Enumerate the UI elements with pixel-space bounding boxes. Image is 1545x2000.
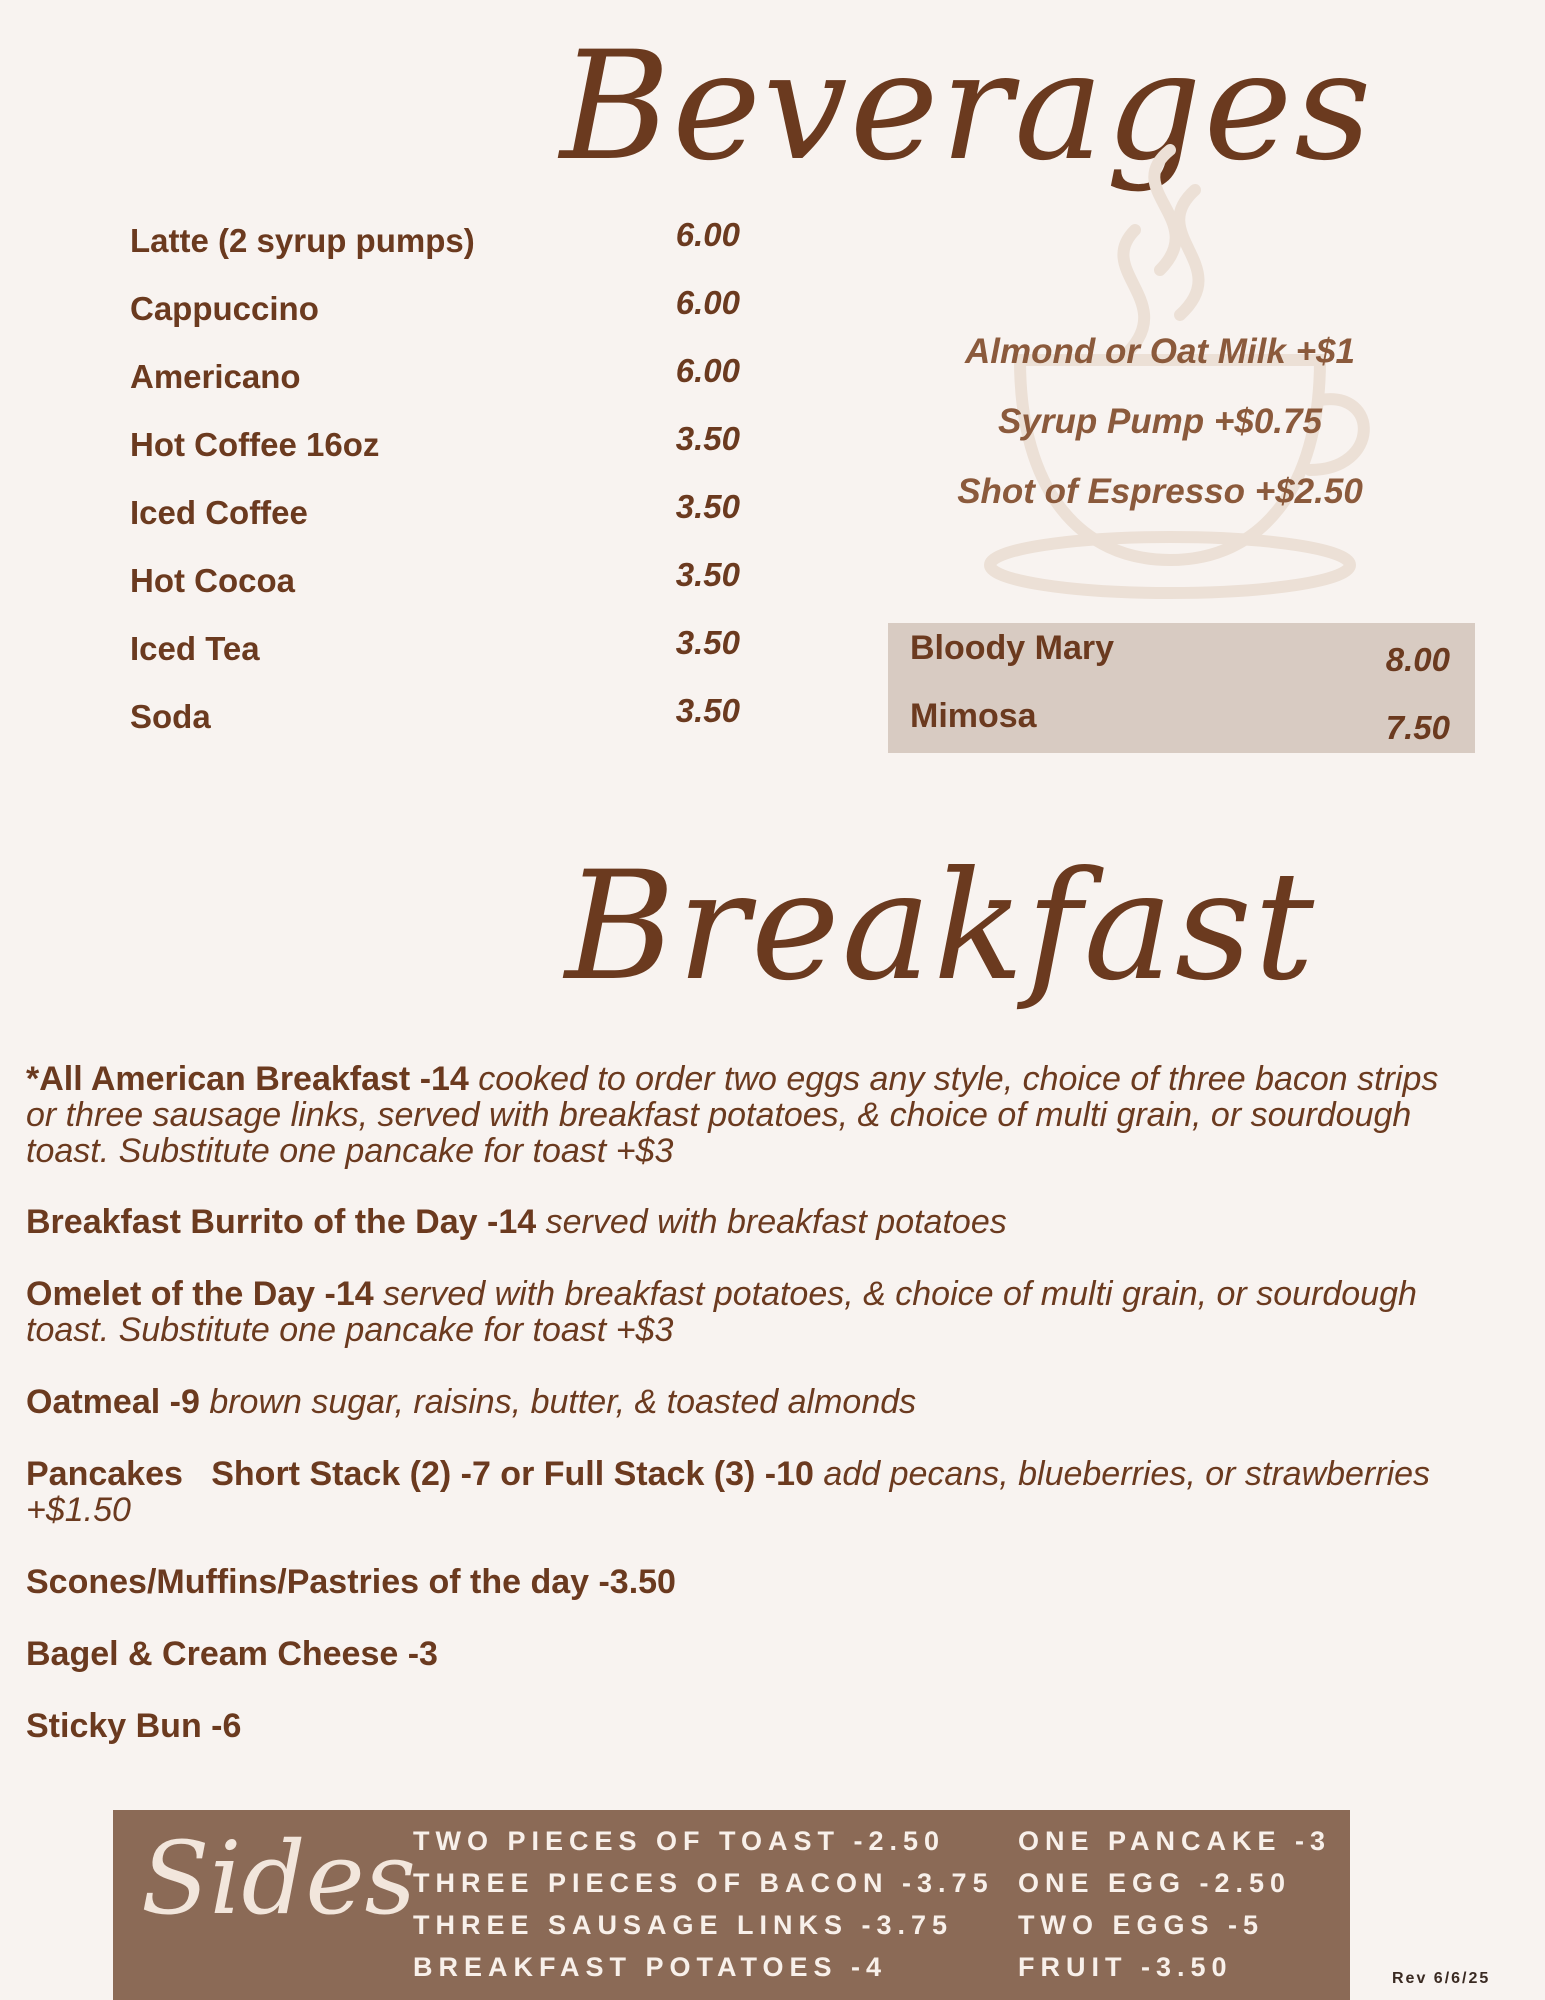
beverage-price: 6.00	[675, 352, 740, 389]
breakfast-item	[26, 1456, 1466, 1528]
breakfast-item-name: Breakfast Burrito of the Day -14	[26, 1203, 537, 1241]
beverages-title: Beverages	[560, 20, 1374, 194]
side-item: THREE SAUSAGE LINKS -3.75	[413, 1910, 954, 1940]
breakfast-item-name: Bagel & Cream Cheese -3	[26, 1635, 438, 1673]
beverage-row	[130, 352, 750, 408]
beverage-row	[130, 216, 750, 272]
cocktail-row	[910, 629, 1450, 679]
beverage-row	[130, 692, 750, 748]
breakfast-item	[26, 1061, 1466, 1169]
coffee-cup-icon	[960, 140, 1380, 610]
side-item: FRUIT -3.50	[1018, 1952, 1233, 1982]
beverage-row	[130, 556, 750, 612]
cocktail-price: 8.00	[1385, 641, 1450, 678]
side-item: BREAKFAST POTATOES -4	[413, 1952, 888, 1982]
beverage-name: Soda	[130, 698, 211, 735]
side-item: ONE EGG -2.50	[1018, 1868, 1292, 1898]
side-item: TWO PIECES OF TOAST -2.50	[413, 1826, 946, 1856]
beverage-row	[130, 284, 750, 340]
breakfast-title: Breakfast	[565, 840, 1317, 1014]
beverage-price: 3.50	[675, 624, 740, 661]
beverage-price: 6.00	[675, 216, 740, 253]
breakfast-item	[26, 1564, 1466, 1600]
beverage-name: Iced Coffee	[130, 494, 308, 531]
breakfast-item	[26, 1636, 1466, 1672]
breakfast-item-name: Oatmeal -9	[26, 1383, 200, 1421]
breakfast-item	[26, 1276, 1466, 1348]
breakfast-item-desc: cooked to order two eggs any style, choice of three bacon strips or three sausage links, served with breakfast potatoes, & choice of multi grain, or sourdough toast. Substitute one pancake for toast +$3	[26, 1060, 1439, 1170]
beverage-row	[130, 624, 750, 680]
cocktail-price: 7.50	[1385, 709, 1450, 746]
beverage-name: Latte (2 syrup pumps)	[130, 222, 475, 259]
cocktail-name: Mimosa	[910, 697, 1037, 735]
breakfast-item	[26, 1708, 1466, 1744]
breakfast-item-desc: add pecans, blueberries, or strawberries +$1.50	[26, 1455, 1440, 1529]
breakfast-item-name: Scones/Muffins/Pastries of the day -3.50	[26, 1563, 676, 1601]
beverage-name: Hot Cocoa	[130, 562, 295, 599]
beverage-price: 3.50	[675, 488, 740, 525]
breakfast-item	[26, 1384, 1466, 1420]
side-item: ONE PANCAKE -3	[1018, 1826, 1332, 1856]
breakfast-item-desc: served with breakfast potatoes, & choice of multi grain, or sourdough toast. Substitute one pancake for toast +$3	[26, 1275, 1417, 1349]
breakfast-item	[26, 1204, 1466, 1240]
sides-box	[113, 1810, 1350, 2000]
beverage-row	[130, 420, 750, 476]
beverage-row	[130, 488, 750, 544]
breakfast-item-name: *All American Breakfast -14	[26, 1060, 469, 1098]
beverage-name: Hot Coffee 16oz	[130, 426, 380, 463]
addon-item: Almond or Oat Milk +$1	[965, 332, 1355, 371]
breakfast-item-desc: served with breakfast potatoes	[545, 1203, 1007, 1241]
addon-item: Syrup Pump +$0.75	[998, 402, 1322, 441]
breakfast-item-name: Pancakes Short Stack (2) -7 or Full Stack (3) -10	[26, 1455, 814, 1493]
breakfast-item-name: Omelet of the Day -14	[26, 1275, 374, 1313]
breakfast-item-desc: brown sugar, raisins, butter, & toasted almonds	[209, 1383, 917, 1421]
cocktail-name: Bloody Mary	[910, 629, 1115, 667]
beverage-name: Iced Tea	[130, 630, 260, 667]
side-item: TWO EGGS -5	[1018, 1910, 1265, 1940]
cocktail-box	[888, 623, 1475, 753]
addon-item: Shot of Espresso +$2.50	[957, 472, 1363, 511]
beverage-name: Americano	[130, 358, 301, 395]
beverage-price: 3.50	[675, 692, 740, 729]
breakfast-item-name: Sticky Bun -6	[26, 1707, 242, 1745]
beverage-price: 3.50	[675, 420, 740, 457]
beverage-name: Cappuccino	[130, 290, 319, 327]
beverage-price: 3.50	[675, 556, 740, 593]
side-item: THREE PIECES OF BACON -3.75	[413, 1868, 994, 1898]
cocktail-row	[910, 697, 1450, 747]
revision-label: Rev 6/6/25	[1392, 1970, 1491, 1987]
sides-title: Sides	[141, 1820, 416, 1937]
beverage-price: 6.00	[675, 284, 740, 321]
